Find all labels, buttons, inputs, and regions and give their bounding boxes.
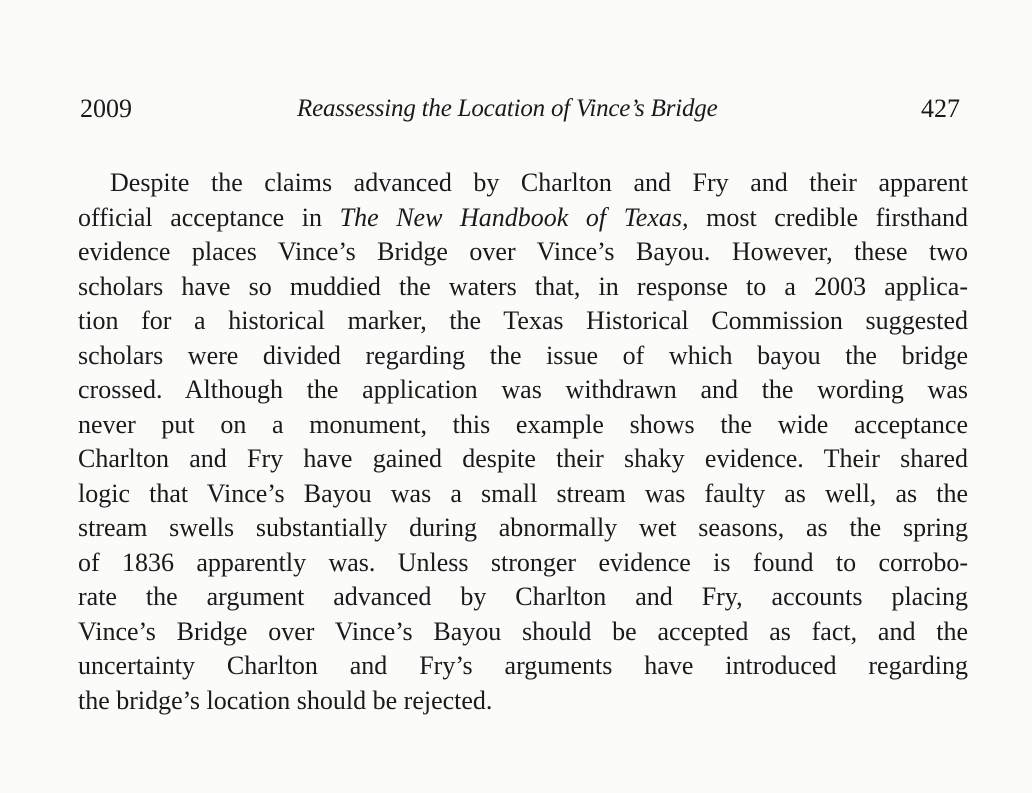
text-line: never put on a monument, this example shows the wide acceptance xyxy=(78,409,968,439)
text-line-segment: most credible firsthand xyxy=(688,202,968,232)
text-line: of 1836 apparently was. Unless stronger evidence is found to corrobo- xyxy=(78,547,968,577)
text-line: logic that Vince’s Bayou was a small stream was faulty as well, as the xyxy=(78,478,968,508)
page-number: 427 xyxy=(921,94,960,123)
text-line: Charlton and Fry have gained despite their shaky evidence. Their shared xyxy=(78,444,968,473)
text-line: uncertainty Charlton and Fry’s arguments have introduced regarding xyxy=(78,651,968,680)
text-line: scholars have so muddied the waters that, in response to a 2003 applica- xyxy=(78,271,968,301)
book-title-italic: The New Handbook of Texas, xyxy=(339,202,689,232)
text-line: Despite the claims advanced by Charlton and Fry and their apparent xyxy=(110,168,968,197)
text-line: Vince’s Bridge over Vince’s Bayou should be accepted as fact, and the xyxy=(78,616,968,646)
text-line: tion for a historical marker, the Texas Historical Commission suggested xyxy=(78,306,968,335)
text-line: scholars were divided regarding the issue of which bayou the bridge xyxy=(78,340,968,370)
text-line-segment: official acceptance in xyxy=(78,202,340,232)
text-line: the bridge’s location should be rejected. xyxy=(78,685,493,715)
running-head-year: 2009 xyxy=(80,94,132,123)
running-head xyxy=(80,92,960,126)
text-line: stream swells substantially during abnormally wet seasons, as the spring xyxy=(78,513,968,542)
running-head-title: Reassessing the Location of Vince’s Bridge xyxy=(297,95,718,122)
text-line: evidence places Vince’s Bridge over Vince’s Bayou. However, these two xyxy=(78,237,968,266)
text-line: crossed. Although the application was withdrawn and the wording was xyxy=(78,375,968,404)
text-line xyxy=(78,201,968,236)
text-line: rate the argument advanced by Charlton and Fry, accounts placing xyxy=(78,582,968,611)
body-paragraph xyxy=(78,166,968,718)
